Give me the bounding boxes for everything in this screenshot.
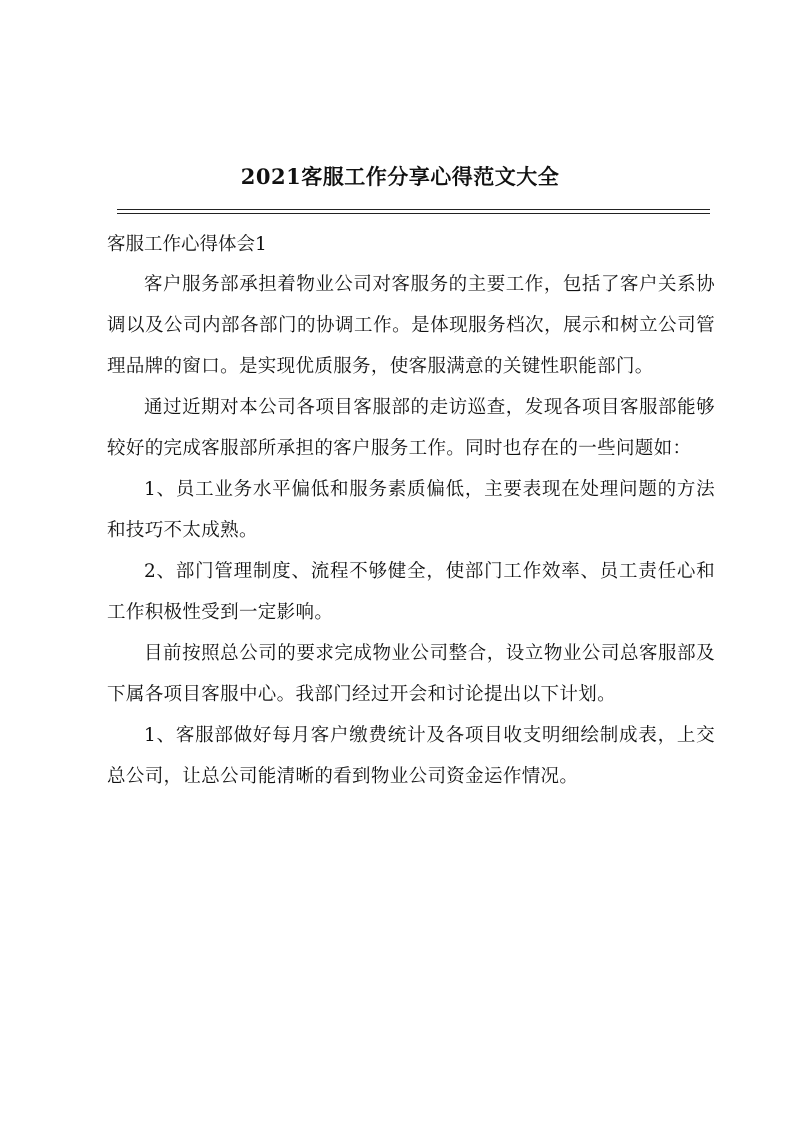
paragraph-1: 客户服务部承担着物业公司对客服务的主要工作，包括了客户关系协调以及公司内部各部门的协调工作。是体现服务档次，展示和树立公司管理品牌的窗口。是实现优质服务，使客服满意的关键性职能部门。 (107, 274, 715, 377)
paragraph-6: 1、客服部做好每月客户缴费统计及各项目收支明细绘制成表，上交总公司，让总公司能清晰的看到物业公司资金运作情况。 (107, 725, 715, 787)
document-body (107, 226, 715, 797)
paragraph-5: 目前按照总公司的要求完成物业公司整合，设立物业公司总客服部及下属各项目客服中心。我部门经过开会和讨论提出以下计划。 (107, 643, 715, 705)
document-title: 2021客服工作分享心得范文大全 (240, 164, 560, 189)
paragraph-2: 通过近期对本公司各项目客服部的走访巡查，发现各项目客服部能够较好的完成客服部所承担的客户服务工作。同时也存在的一些问题如： (107, 397, 715, 459)
section-heading: 客服工作心得体会1 (107, 234, 267, 255)
paragraph-4: 2、部门管理制度、流程不够健全，使部门工作效率、员工责任心和工作积极性受到一定影响。 (107, 561, 715, 623)
title-rule-upper (117, 209, 710, 210)
paragraph-3: 1、员工业务水平偏低和服务素质偏低，主要表现在处理问题的方法和技巧不太成熟。 (107, 479, 715, 541)
title-rule-lower (117, 213, 710, 214)
